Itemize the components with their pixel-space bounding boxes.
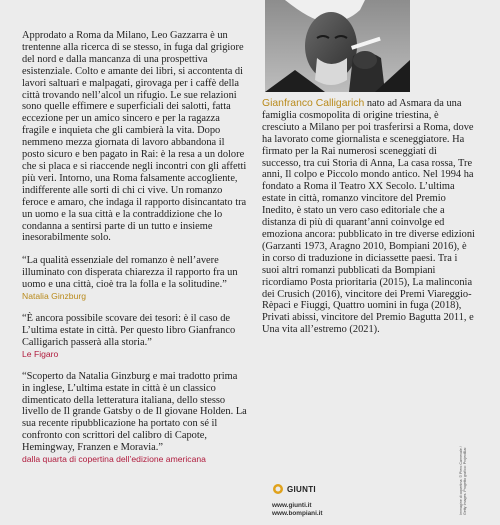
url-bompiani[interactable]: www.bompiani.it bbox=[272, 510, 323, 517]
left-column bbox=[22, 30, 247, 465]
publisher-logo-text: GIUNTI bbox=[287, 484, 316, 494]
publisher-urls bbox=[272, 502, 323, 518]
quote-source: Natalia Ginzburg bbox=[22, 291, 87, 302]
synopsis-text: Approdato a Roma da Milano, Leo Gazzarra è un trentenne alla ricerca di se stesso, in fuga dal grigiore del nord e dalla mancanza di una prospettiva esistenziale. Colto e amante dei libri, si accontenta di lavori saltuari e malpagati, girovaga per i caffè della città trovando nell’alcol un rifugio. Le sue relazioni sono quelle effimere e superficiali dei salotti, fatta eccezione per un amico sincero e per la ragazza fragile e inquieta che gli cambierà la vita. Dopo nemmeno mezza giornata di lavoro abbandona il posto sicuro e ben pagato in Rai: è la resa a un dolore che si placa e si riaccende negli incontri con gli affetti più veri. Intorno, una Roma falsamente accogliente, indifferente alle sorti di chi ci vive. Un romanzo feroce e amaro, che indaga il rapporto disincantato tra un uomo e la sua città e la contraddizione che lo condanna a sentirsi parte di un tutto e insieme inesorabilmente solo. bbox=[22, 30, 247, 244]
quote-text: “Scoperto da Natalia Ginzburg e mai tradotto prima in inglese, L’ultima estate in città è un classico dimenticato della letteratura italiana, dello stesso livello de Il grande Gatsby o de Il giovane Holden. La sua recente ripubblicazione ha portato con sé il confronto con scrittori del calibro di Capote, Hemingway, Franzen e Moravia.” bbox=[22, 370, 247, 454]
quote-source: dalla quarta di copertina dell’edizione americana bbox=[22, 454, 206, 465]
quote-block-2 bbox=[22, 313, 247, 360]
quote-source: Le Figaro bbox=[22, 348, 59, 359]
author-name: Gianfranco Calligarich bbox=[262, 98, 365, 109]
image-credits bbox=[459, 437, 468, 515]
right-column bbox=[262, 98, 476, 336]
quote-block-3 bbox=[22, 371, 247, 465]
author-photo bbox=[265, 0, 410, 92]
credits-text: Immagine di copertina: © Piero Carnevale / Getty Images. Progetto grafico: ProjectBar. bbox=[459, 446, 468, 515]
quote-block-1 bbox=[22, 255, 247, 302]
author-bio-text: nato ad Asmara da una famiglia cosmopolita di origine triestina, è cresciuto a Milano per poi trasferirsi a Roma, dove ha lavorato come giornalista e sceneggiatore. Ha firmato per la Rai numerosi sceneggiati di successo, tra cui Storia di Anna, La casa rossa, Tre anni, Il colpo e Piccolo mondo antico. Nel 1994 ha fondato a Roma il Teatro XX Secolo. L’ultima estate in città, romanzo vincitore del Premio Inedito, è stato un vero caso editoriale che a distanza di più di quarant’anni coinvolge ed emoziona ancora: pubblicato in tre diverse edizioni (Garzanti 1973, Aragno 2010, Bompiani 2016), è in corso di traduzione in diciassette paesi. Tra i suoi altri romanzi pubblicati da Bompiani ricordiamo Posta prioritaria (2015), La malinconia dei Crusich (2016), vincitore dei Premi Viareggio-Rèpaci e Fiuggi, Quattro uomini in fuga (2018), Privati abissi, vincitore del Premio Bagutta 2011, e Una vita all’estremo (2021). bbox=[262, 98, 475, 336]
url-giunti[interactable]: www.giunti.it bbox=[272, 502, 312, 509]
author-bio bbox=[262, 98, 476, 336]
quote-text: “È ancora possibile scovare dei tesori: è il caso de L’ultima estate in città. Per questo libro Gianfranco Calligarich passerà alla storia.” bbox=[22, 313, 236, 348]
quote-text: “La qualità essenziale del romanzo è nell’avere illuminato con disperata chiarezza il rapporto fra un uomo e una città, cioè tra la folla e la solitudine.” bbox=[22, 255, 238, 291]
author-portrait-photo bbox=[265, 0, 410, 92]
giunti-logo-mark bbox=[272, 483, 284, 495]
publisher-logo bbox=[272, 483, 316, 495]
